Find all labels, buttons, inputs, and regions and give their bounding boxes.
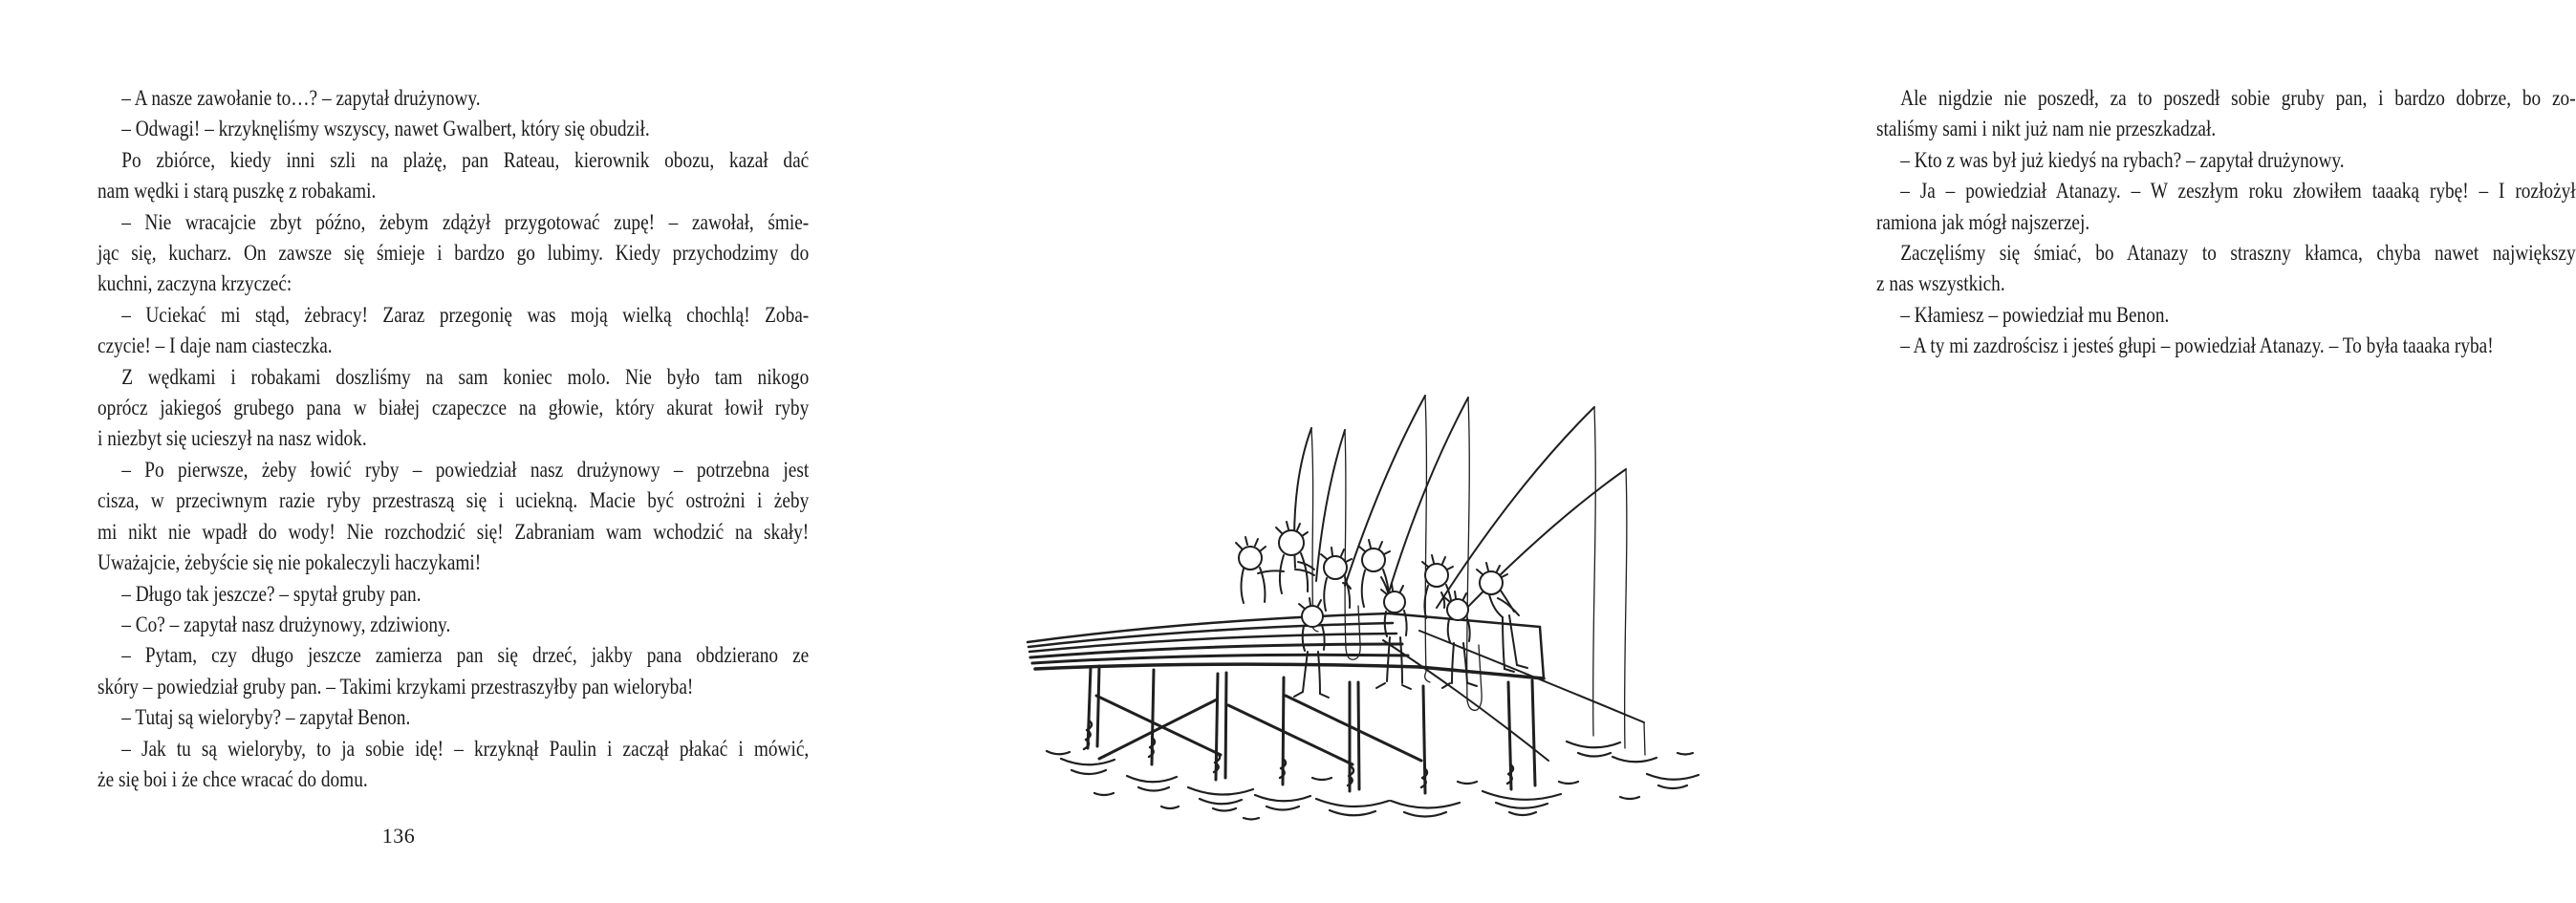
- text-line: staliśmy sami i nikt już nam nie przeszkadzał.: [1876, 117, 2217, 141]
- right-page-text: [1876, 83, 2576, 362]
- paragraph: [1876, 238, 2576, 300]
- paragraph: [97, 640, 809, 702]
- text-line: kuchni, zaczyna krzyczeć:: [97, 271, 292, 296]
- text-line: – Kto z was był już kiedyś na rybach? – zapytał drużynowy.: [1900, 147, 2345, 172]
- paragraph: [1876, 83, 2576, 145]
- text-line: – A ty mi zazdrościsz i jesteś głupi – powiedział Atanazy. – To była taaaka ryba!: [1900, 333, 2494, 358]
- water-ripples: [1047, 742, 1699, 820]
- child-dangling-legs: [1442, 591, 1477, 688]
- left-page: [0, 0, 903, 903]
- text-line: z nas wszystkich.: [1876, 271, 2005, 296]
- text-line: – Jak tu są wieloryby, to ja sobie idę! – krzyknął Paulin i zaczął płakać i mówić,: [121, 736, 810, 761]
- paragraph: [97, 702, 809, 733]
- child-standing-at-edge: [1477, 563, 1527, 672]
- paragraph: [97, 455, 809, 579]
- children-fishing-illustration: [1008, 380, 1706, 820]
- paragraph: [97, 145, 809, 207]
- paragraph: [97, 579, 809, 610]
- text-line: skóry – powiedział gruby pan. – Takimi krzykami przestraszyłby pan wieloryba!: [97, 674, 694, 699]
- leg-waterline-scribbles: [1084, 720, 1513, 787]
- text-line: że się boi i że chce wracać do domu.: [97, 766, 368, 791]
- paragraph: [1876, 145, 2576, 176]
- text-line: – Nie wracajcie zbyt późno, żebym zdążył przygotować zupę! – zawołał, śmie-: [121, 209, 810, 234]
- text-line: nam wędki i starą puszkę z robakami.: [97, 179, 377, 204]
- children: [1236, 522, 1527, 698]
- text-line: Z wędkami i robakami doszliśmy na sam koniec molo. Nie było tam nikogo: [121, 364, 810, 389]
- child-dangling-legs: [1294, 598, 1329, 698]
- text-line: – Odwagi! – krzyknęliśmy wszyscy, nawet Gwalbert, który się obudził.: [121, 117, 650, 141]
- text-line: mi nikt nie wpadł do wody! Nie rozchodzić się! Zabraniam wam wchodzić na skały!: [97, 519, 810, 544]
- text-line: – Tutaj są wieloryby? – zapytał Benon.: [121, 705, 411, 730]
- page-number: 136: [381, 824, 416, 848]
- paragraph: [97, 734, 809, 796]
- text-line: – Długo tak jeszcze? – spytał gruby pan.: [121, 581, 422, 606]
- text-line: – A nasze zawołanie to…? – zapytał drużynowy.: [121, 86, 481, 110]
- text-line: – Uciekać mi stąd, żebracy! Zaraz przegonię was moją wielką chochlą! Zoba-: [121, 302, 810, 327]
- text-line: – Co? – zapytał nasz drużynowy, zdziwiony.: [121, 612, 451, 636]
- left-page-text: [97, 83, 809, 795]
- child-dangling-legs: [1376, 584, 1411, 689]
- paragraph: [97, 362, 809, 455]
- paragraph: [1876, 176, 2576, 238]
- text-line: i niezbyt się ucieszył na nasz widok.: [97, 426, 367, 451]
- text-line: Po zbiórce, kiedy inni szli na plażę, pan Rateau, kierownik obozu, kazał dać: [121, 147, 810, 172]
- pier-legs: [1088, 666, 1535, 793]
- text-line: Zaczęliśmy się śmiać, bo Atanazy to straszny kłamca, chyba nawet największy: [1900, 241, 2576, 266]
- text-line: – Pytam, czy długo jeszcze zamierza pan się drzeć, jakby pana obdzierano ze: [121, 643, 810, 668]
- paragraph: [1876, 300, 2576, 331]
- paragraph: [97, 207, 809, 300]
- paragraph: [97, 300, 809, 362]
- text-line: – Ja – powiedział Atanazy. – W zeszłym roku złowiłem taaaką rybę! – I rozłożył: [1900, 179, 2576, 204]
- text-line: Uważajcie, żebyście się nie pokaleczyli haczykami!: [97, 550, 482, 575]
- text-line: jąc się, kucharz. On zawsze się śmieje i bardzo go lubimy. Kiedy przychodzimy do: [97, 241, 810, 266]
- text-line: ramiona jak mógł najszerzej.: [1876, 209, 2090, 234]
- text-line: – Po pierwsze, żeby łowić ryby – powiedział nasz drużynowy – potrzebna jest: [121, 457, 810, 482]
- paragraph: [97, 114, 809, 144]
- child: [1236, 537, 1284, 603]
- text-line: oprócz jakiegoś grubego pana w białej czapeczce na głowie, który akurat łowił ryby: [97, 396, 810, 420]
- text-line: Ale nigdzie nie poszedł, za to poszedł sobie gruby pan, i bardzo dobrze, bo zo-: [1900, 86, 2576, 110]
- paragraph: [97, 610, 809, 640]
- text-line: – Kłamiesz – powiedział mu Benon.: [1900, 302, 2170, 327]
- text-line: cisza, w przeciwnym razie ryby przestraszą się i uciekną. Macie być ostrożni i żeby: [97, 488, 810, 513]
- text-line: czycie! – I daje nam ciasteczka.: [97, 333, 333, 358]
- paragraph: [97, 83, 809, 114]
- paragraph: [1876, 331, 2576, 361]
